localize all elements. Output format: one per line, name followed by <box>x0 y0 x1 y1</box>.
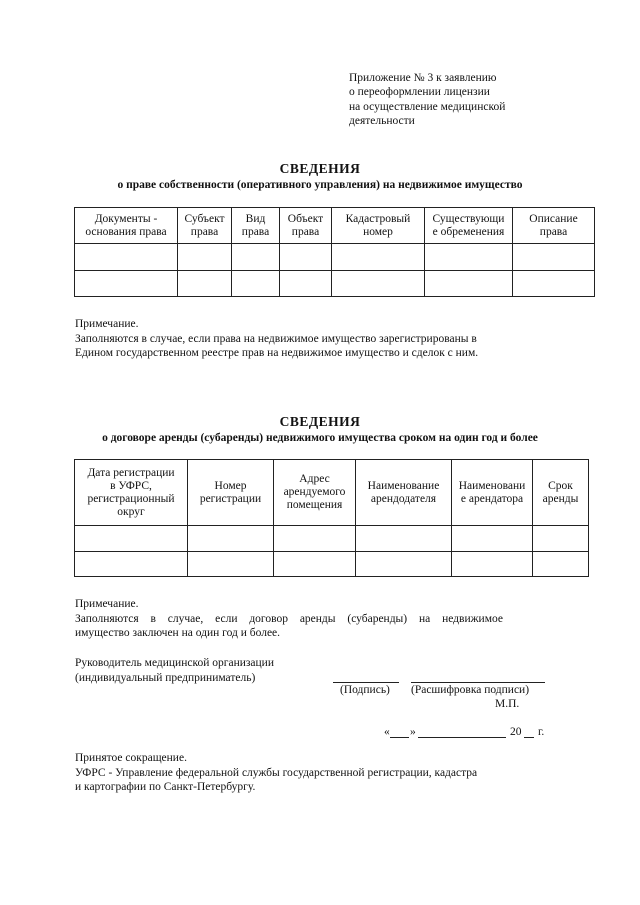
section2-heading <box>0 414 640 444</box>
empty-cell[interactable] <box>188 552 274 577</box>
section1-title: СВЕДЕНИЯ <box>279 161 361 176</box>
empty-cell[interactable] <box>75 244 178 271</box>
year-prefix: 20 <box>510 726 522 738</box>
empty-cell[interactable] <box>332 244 425 271</box>
year-suffix: г. <box>538 726 545 738</box>
signatory-line: (индивидуальный предприниматель) <box>75 671 256 684</box>
empty-cell[interactable] <box>274 552 356 577</box>
empty-cell[interactable] <box>425 244 513 271</box>
header-cell: Документы - основания права <box>75 208 178 244</box>
header-cell: Существующи е обременения <box>425 208 513 244</box>
header-cell: Адрес арендуемого помещения <box>274 460 356 526</box>
empty-cell[interactable] <box>452 526 533 552</box>
note-label: Примечание. <box>75 318 139 330</box>
note-line: Заполняются в случае, если права на недвижимое имущество зарегистрированы в <box>75 332 477 345</box>
section2-title: СВЕДЕНИЯ <box>279 414 361 429</box>
appendix-line: Приложение № 3 к заявлению <box>349 72 497 84</box>
empty-cell[interactable] <box>75 271 178 297</box>
table-row <box>75 552 589 577</box>
empty-cell[interactable] <box>75 552 188 577</box>
empty-cell[interactable] <box>280 271 332 297</box>
stamp-label: М.П. <box>495 698 520 710</box>
appendix-note <box>349 71 609 129</box>
empty-cell[interactable] <box>232 271 280 297</box>
empty-cell[interactable] <box>513 244 595 271</box>
date-month-line[interactable] <box>418 737 506 738</box>
signature-decode-label: (Расшифровка подписи) <box>411 684 530 696</box>
header-cell: Срок аренды <box>533 460 589 526</box>
empty-cell[interactable] <box>356 552 452 577</box>
header-cell: Наименование арендодателя <box>356 460 452 526</box>
note-label: Примечание. <box>75 598 139 610</box>
header-cell: Наименовани е арендатора <box>452 460 533 526</box>
empty-cell[interactable] <box>178 244 232 271</box>
empty-cell[interactable] <box>274 526 356 552</box>
section1-heading <box>0 161 640 191</box>
note-line: имущество заключен на один год и более. <box>75 627 281 639</box>
table-row <box>75 244 595 271</box>
signature-label: (Подпись) <box>340 684 390 696</box>
section2-subtitle: о договоре аренды (субаренды) недвижимого имущества сроком на один год и более <box>102 432 538 444</box>
header-cell: Субъект права <box>178 208 232 244</box>
note-line: Едином государственном реестре прав на недвижимое имущество и сделок с ним. <box>75 347 479 359</box>
empty-cell[interactable] <box>452 552 533 577</box>
empty-cell[interactable] <box>513 271 595 297</box>
empty-cell[interactable] <box>178 271 232 297</box>
section1-subtitle: о праве собственности (оперативного управления) на недвижимое имущество <box>117 179 523 191</box>
abbreviation-line: и картографии по Санкт-Петербургу. <box>75 781 256 793</box>
date-close-quote: » <box>410 726 416 738</box>
section2-note <box>75 597 503 641</box>
empty-cell[interactable] <box>425 271 513 297</box>
empty-cell[interactable] <box>280 244 332 271</box>
empty-cell[interactable] <box>232 244 280 271</box>
date-year-line[interactable] <box>524 737 534 738</box>
empty-cell[interactable] <box>188 526 274 552</box>
date-day-line[interactable] <box>390 737 409 738</box>
table-row <box>75 271 595 297</box>
table-header-row <box>75 208 595 244</box>
date-open-quote: « <box>384 726 390 738</box>
signatory-line: Руководитель медицинской организации <box>75 657 274 669</box>
abbreviation-line: УФРС - Управление федеральной службы государственной регистрации, кадастра <box>75 766 478 779</box>
empty-cell[interactable] <box>533 526 589 552</box>
abbreviation-block <box>75 751 477 795</box>
header-cell: Кадастровый номер <box>332 208 425 244</box>
note-line: Заполняются в случае, если договор аренды (субаренды) на недвижимое <box>75 612 503 625</box>
signatory-block <box>75 656 274 685</box>
empty-cell[interactable] <box>332 271 425 297</box>
empty-cell[interactable] <box>356 526 452 552</box>
header-cell: Объект права <box>280 208 332 244</box>
header-cell: Номер регистрации <box>188 460 274 526</box>
empty-cell[interactable] <box>533 552 589 577</box>
header-cell: Описание права <box>513 208 595 244</box>
ownership-table <box>74 207 595 297</box>
appendix-line: на осуществление медицинской <box>349 100 506 113</box>
appendix-line: деятельности <box>349 115 415 128</box>
empty-cell[interactable] <box>75 526 188 552</box>
abbreviation-title: Принятое сокращение. <box>75 752 187 764</box>
appendix-line: о переоформлении лицензии <box>349 86 490 99</box>
table-row <box>75 526 589 552</box>
section1-note <box>75 317 595 361</box>
table-header-row <box>75 460 589 526</box>
header-cell: Вид права <box>232 208 280 244</box>
lease-table <box>74 459 589 577</box>
header-cell: Дата регистрации в УФРС, регистрационный округ <box>75 460 188 526</box>
